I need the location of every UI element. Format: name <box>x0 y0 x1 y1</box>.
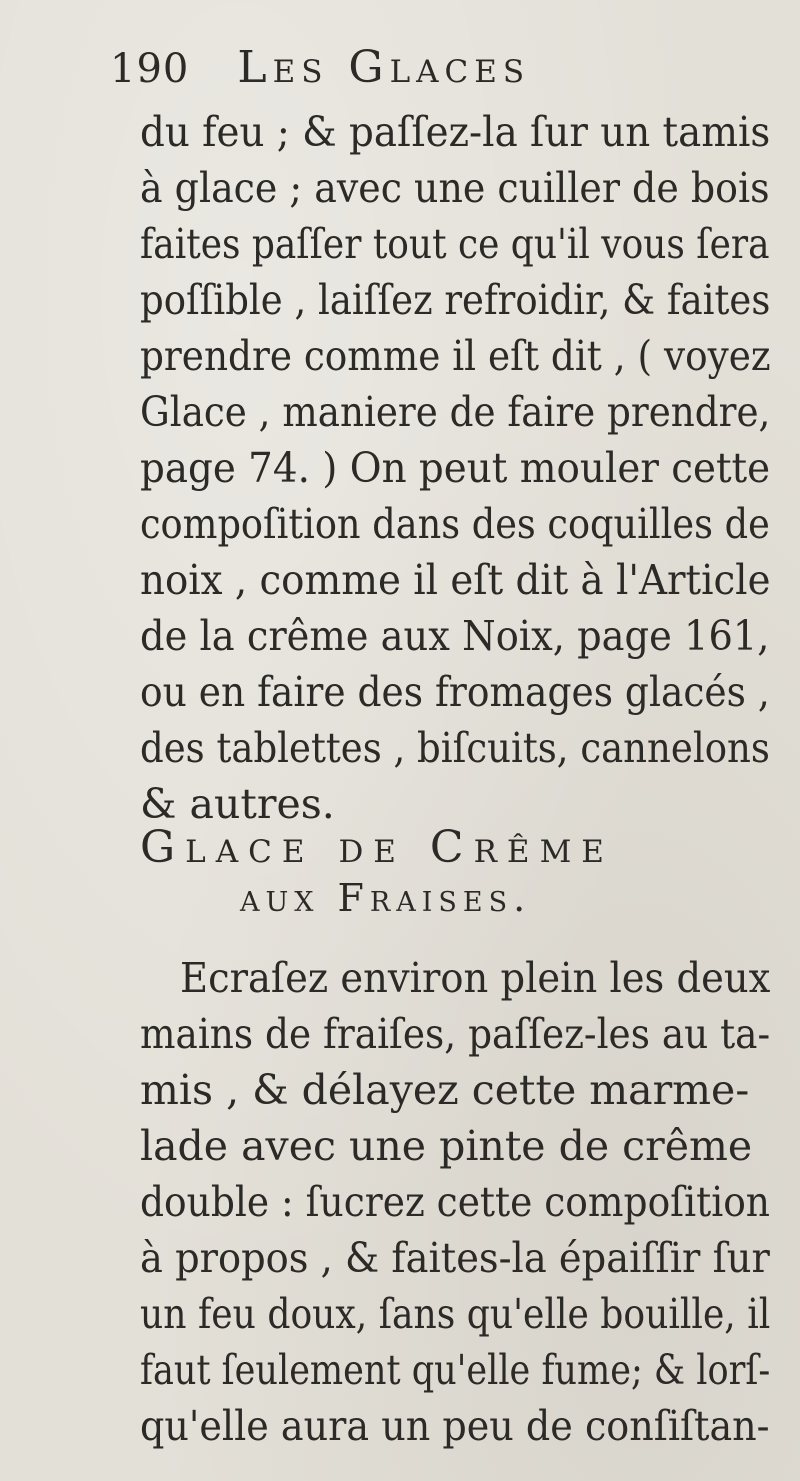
text-line: & autres. <box>140 780 335 828</box>
text-line: de la crême aux Noix, page 161, <box>140 612 770 660</box>
text-line: du feu ; & paſſez-la ſur un tamis <box>140 108 771 156</box>
text-line: faites paſſer tout ce qu'il vous ſera <box>140 220 770 268</box>
text-line: double : ſucrez cette compoſition <box>140 1178 771 1226</box>
text-line: Glace , maniere de faire prendre, <box>140 388 771 436</box>
text-line: un feu doux, ſans qu'elle bouille, il <box>140 1290 771 1338</box>
text-line: prendre comme il eſt dit , ( voyez <box>140 332 771 380</box>
section-heading-line-2: aux Fraises. <box>240 876 532 920</box>
running-title: Les Glaces <box>237 42 531 93</box>
text-line: compoſition dans des coquilles de <box>140 500 770 548</box>
text-line: mains de fraiſes, paſſez-les au ta- <box>140 1010 771 1058</box>
text-line: ou en faire des fromages glacés , <box>140 668 770 716</box>
text-line: faut ſeulement qu'elle fume; & lorſ- <box>140 1346 771 1394</box>
text-line: des tablettes , biſcuits, cannelons <box>140 724 770 772</box>
text-line: à propos , & faites-la épaiſſir ſur <box>140 1234 770 1282</box>
running-head <box>110 42 710 98</box>
text-line: qu'elle aura un peu de conſiſtan- <box>140 1402 770 1450</box>
text-line: poſſible , laiſſez refroidir, & faites <box>140 276 771 324</box>
text-line: noix , comme il eſt dit à l'Article <box>140 556 771 604</box>
text-line: à glace ; avec une cuiller de bois <box>140 164 770 212</box>
page-number: 190 <box>110 46 190 92</box>
text-line: Ecraſez environ plein les deux <box>180 954 771 1002</box>
section-heading-line-1: Glace de Crême <box>140 822 614 873</box>
text-line: lade avec une pinte de crême <box>140 1122 753 1170</box>
text-line: mis , & délayez cette marme- <box>140 1066 750 1114</box>
text-line: page 74. ) On peut mouler cette <box>140 444 771 492</box>
